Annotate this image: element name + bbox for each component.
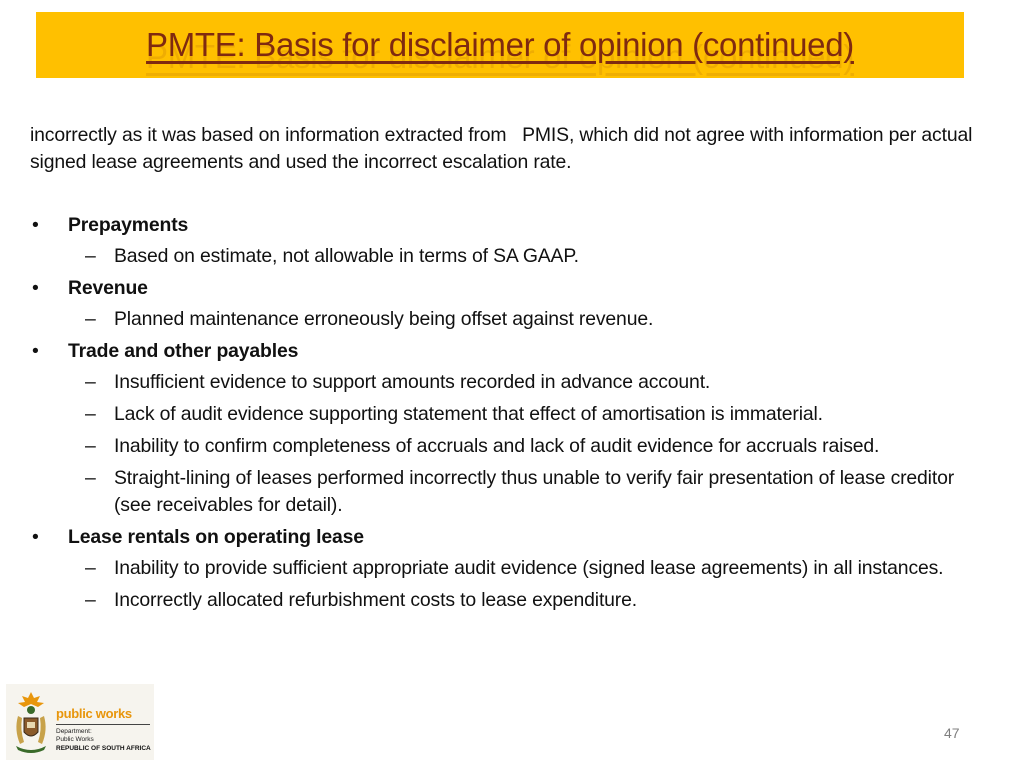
section-heading: Trade and other payables: [68, 340, 299, 362]
section-heading: Revenue: [68, 277, 148, 299]
list-item-text: Based on estimate, not allowable in terms of SA GAAP.: [114, 245, 579, 267]
dash-marker: –: [85, 589, 96, 611]
dash-marker: –: [85, 557, 96, 579]
logo-name: public works: [56, 706, 132, 721]
slide-content: [30, 122, 990, 619]
list-item-text: Lack of audit evidence supporting statement that effect of amortisation is immaterial.: [114, 403, 823, 425]
list-item-text: Straight-lining of leases performed incorrectly thus unable to verify fair presentation of lease creditor (see receivables for detail).: [114, 467, 955, 516]
coat-of-arms-icon: [10, 688, 52, 756]
list-item: [30, 587, 990, 614]
section-trade-payables: [30, 338, 990, 365]
public-works-logo: [6, 684, 154, 760]
list-item: [30, 369, 990, 396]
dash-marker: –: [85, 371, 96, 393]
list-item: [30, 433, 990, 460]
intro-paragraph: incorrectly as it was based on information extracted from PMIS, which did not agree with information per actual signed lease agreements and used the incorrect escalation rate.: [30, 124, 973, 173]
list-item-text: Insufficient evidence to support amounts recorded in advance account.: [114, 371, 711, 393]
dash-marker: –: [85, 467, 96, 489]
bullet-marker: •: [32, 277, 39, 299]
bullet-marker: •: [32, 214, 39, 236]
bullet-marker: •: [32, 526, 39, 548]
dash-marker: –: [85, 435, 96, 457]
dash-marker: –: [85, 308, 96, 330]
list-item: [30, 555, 990, 582]
logo-country: REPUBLIC OF SOUTH AFRICA: [56, 745, 151, 752]
title-bar: [36, 12, 964, 78]
list-item-text: Inability to confirm completeness of accruals and lack of audit evidence for accruals raised.: [114, 435, 880, 457]
section-prepayments: [30, 212, 990, 239]
list-item: [30, 401, 990, 428]
dash-marker: –: [85, 245, 96, 267]
slide-title: PMTE: Basis for disclaimer of opinion (continued): [146, 26, 854, 63]
bullet-marker: •: [32, 340, 39, 362]
section-revenue: [30, 275, 990, 302]
logo-department: Department:: [56, 728, 92, 735]
list-item-text: Incorrectly allocated refurbishment costs to lease expenditure.: [114, 589, 637, 611]
list-item: [30, 465, 990, 519]
section-heading: Lease rentals on operating lease: [68, 526, 364, 548]
dash-marker: –: [85, 403, 96, 425]
list-item: [30, 243, 990, 270]
list-item-text: Planned maintenance erroneously being offset against revenue.: [114, 308, 654, 330]
logo-divider: [56, 724, 150, 725]
section-heading: Prepayments: [68, 214, 189, 236]
logo-subtitle: Public Works: [56, 736, 94, 743]
page-number: 47: [944, 725, 960, 741]
list-item: [30, 306, 990, 333]
list-item-text: Inability to provide sufficient appropriate audit evidence (signed lease agreements) in all instances.: [114, 557, 944, 579]
section-lease-rentals: [30, 524, 990, 551]
